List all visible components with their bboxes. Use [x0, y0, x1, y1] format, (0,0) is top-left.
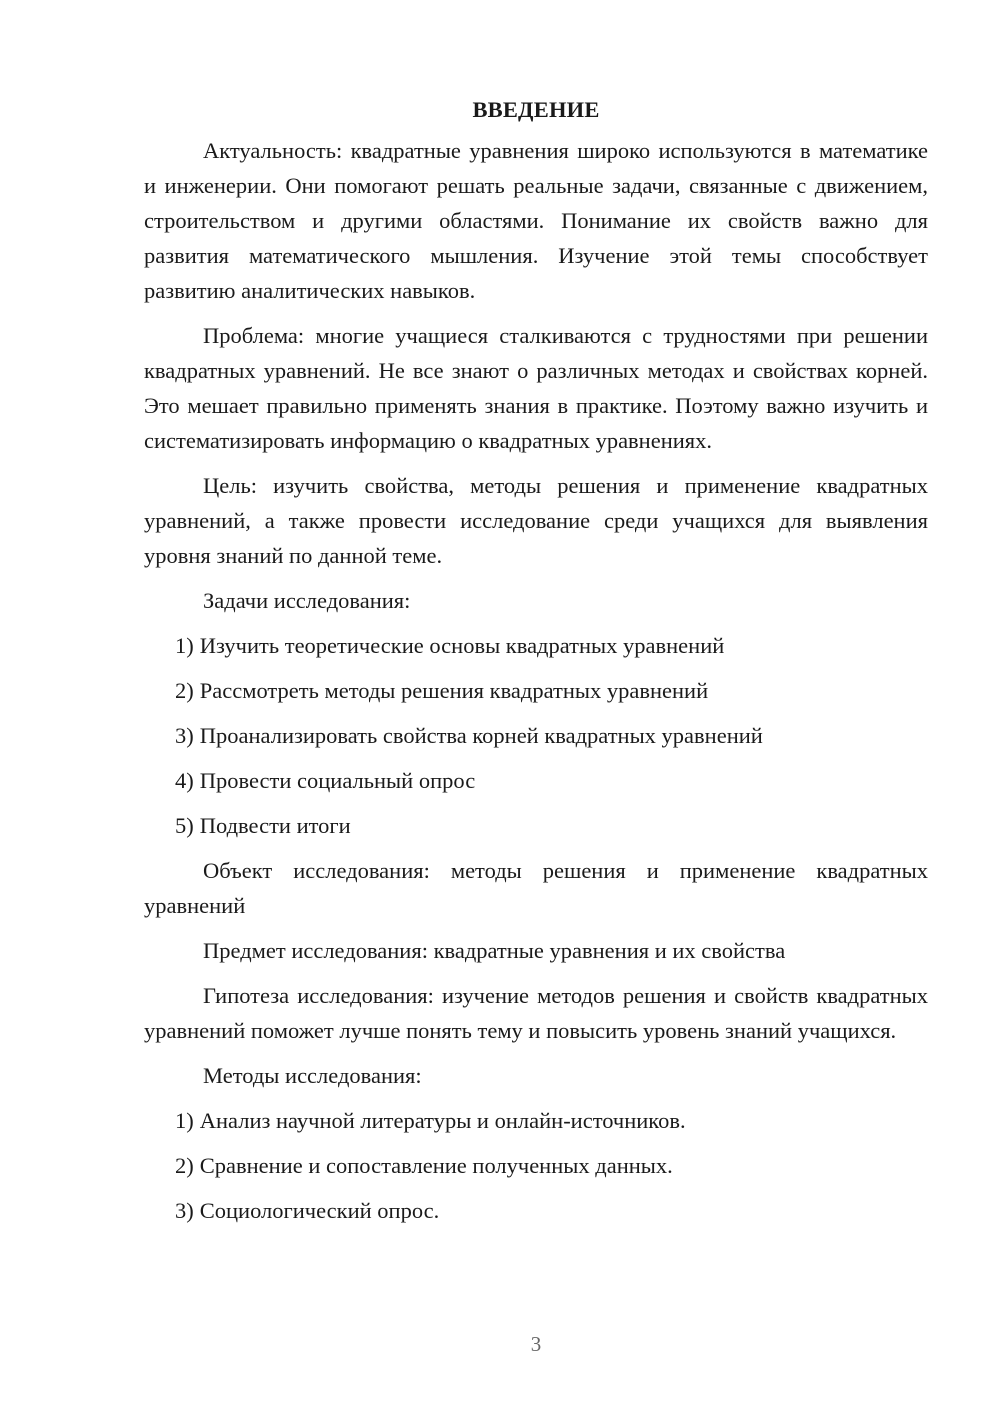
list-item-text: Проанализировать свойства корней квадратных уравнений [199, 723, 763, 748]
list-item-text: Анализ научной литературы и онлайн-источников. [199, 1108, 686, 1133]
tasks-label: Задачи исследования: [203, 588, 411, 613]
paragraph-subject: Предмет исследования: квадратные уравнения и их свойства [203, 938, 786, 963]
paragraph-object: Объект исследования: методы решения и применение квадратных уравнений [144, 858, 928, 918]
list-item [144, 673, 928, 708]
list-item-text: Сравнение и сопоставление полученных данных. [199, 1153, 673, 1178]
list-item [144, 1148, 928, 1183]
list-item [144, 1103, 928, 1138]
list-item-text: Подвести итоги [199, 813, 351, 838]
list-item [144, 718, 928, 753]
list-item-text: Изучить теоретические основы квадратных уравнений [199, 633, 725, 658]
list-item-number: 5) [175, 813, 194, 838]
list-item-number: 3) [175, 1198, 194, 1223]
methods-list [144, 1103, 928, 1228]
list-item-number: 1) [175, 633, 194, 658]
page-number: 3 [530, 1332, 542, 1356]
section-title: ВВЕДЕНИЕ [472, 97, 600, 122]
page-content [144, 92, 928, 1238]
list-item-number: 3) [175, 723, 194, 748]
list-item-number: 1) [175, 1108, 194, 1133]
list-item-text: Социологический опрос. [199, 1198, 440, 1223]
list-item-number: 2) [175, 678, 194, 703]
list-item [144, 628, 928, 663]
list-item-text: Провести социальный опрос [199, 768, 476, 793]
list-item [144, 1193, 928, 1228]
tasks-list [144, 628, 928, 843]
paragraph-hypothesis: Гипотеза исследования: изучение методов решения и свойств квадратных уравнений поможет лучше понять тему и повысить уровень знаний учащихся. [144, 983, 928, 1043]
list-item-number: 4) [175, 768, 194, 793]
paragraph-problem: Проблема: многие учащиеся сталкиваются с трудностями при решении квадратных уравнений. Не все знают о различных методах и свойствах корней. Это мешает правильно применять знания в практике. Поэтому важно изучить и систематизировать информацию о квадратных уравнениях. [144, 323, 928, 453]
methods-label: Методы исследования: [203, 1063, 422, 1088]
paragraph-goal: Цель: изучить свойства, методы решения и применение квадратных уравнений, а также провести исследование среди учащихся для выявления уровня знаний по данной теме. [144, 473, 928, 568]
list-item [144, 763, 928, 798]
list-item-number: 2) [175, 1153, 194, 1178]
list-item [144, 808, 928, 843]
list-item-text: Рассмотреть методы решения квадратных уравнений [199, 678, 709, 703]
paragraph-actuality: Актуальность: квадратные уравнения широко используются в математике и инженерии. Они помогают решать реальные задачи, связанные с движением, строительством и другими областями. Понимание их свойств важно для развития математического мышления. Изучение этой темы способствует развитию аналитических навыков. [144, 138, 928, 303]
